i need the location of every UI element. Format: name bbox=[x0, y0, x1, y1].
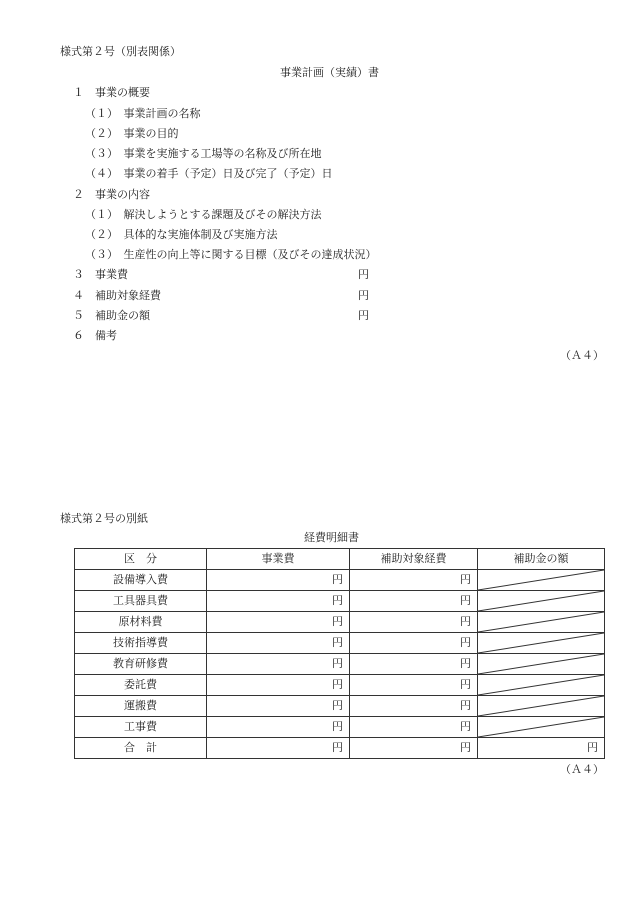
header-category: 区 分 bbox=[75, 549, 207, 570]
project-cost-cell: 円 bbox=[207, 591, 350, 612]
subsidy-cell-na bbox=[478, 633, 605, 654]
document-title: 事業計画（実績）書 bbox=[280, 66, 379, 79]
outline-item: ６ 備考 bbox=[73, 329, 117, 342]
form-label: 様式第２号（別表関係） bbox=[60, 45, 181, 58]
eligible-cost-cell: 円 bbox=[350, 696, 478, 717]
category-cell: 工事費 bbox=[75, 717, 207, 738]
category-cell: 運搬費 bbox=[75, 696, 207, 717]
total-label-cell: 合 計 bbox=[75, 738, 207, 759]
subsidy-cell-na bbox=[478, 717, 605, 738]
table-row bbox=[75, 570, 605, 591]
outline-item: ４ 補助対象経費 bbox=[73, 289, 161, 302]
project-cost-cell: 円 bbox=[207, 570, 350, 591]
project-cost-cell: 円 bbox=[207, 633, 350, 654]
form-label: 様式第２号の別紙 bbox=[60, 512, 148, 525]
table-row bbox=[75, 696, 605, 717]
category-cell: 技術指導費 bbox=[75, 633, 207, 654]
table-total-row bbox=[75, 738, 605, 759]
eligible-cost-cell: 円 bbox=[350, 612, 478, 633]
yen-unit: 円 bbox=[358, 268, 369, 281]
yen-unit: 円 bbox=[358, 309, 369, 322]
eligible-cost-cell: 円 bbox=[350, 675, 478, 696]
category-cell: 教育研修費 bbox=[75, 654, 207, 675]
eligible-cost-cell: 円 bbox=[350, 633, 478, 654]
subsidy-cell-na bbox=[478, 675, 605, 696]
outline-item: （３） 事業を実施する工場等の名称及び所在地 bbox=[85, 147, 322, 160]
table-row bbox=[75, 654, 605, 675]
expense-table bbox=[74, 548, 605, 759]
outline-item: （１） 解決しようとする課題及びその解決方法 bbox=[85, 208, 322, 221]
outline-item: （２） 具体的な実施体制及び実施方法 bbox=[85, 228, 278, 241]
project-cost-cell: 円 bbox=[207, 738, 350, 759]
table-row bbox=[75, 591, 605, 612]
outline-item: （３） 生産性の向上等に関する目標（及びその達成状況） bbox=[85, 248, 377, 261]
table-row bbox=[75, 612, 605, 633]
subsidy-amount-cell: 円 bbox=[478, 738, 605, 759]
outline-item: （４） 事業の着手（予定）日及び完了（予定）日 bbox=[85, 167, 333, 180]
subsidy-cell-na bbox=[478, 612, 605, 633]
table-row bbox=[75, 717, 605, 738]
project-cost-cell: 円 bbox=[207, 654, 350, 675]
project-cost-cell: 円 bbox=[207, 612, 350, 633]
category-cell: 委託費 bbox=[75, 675, 207, 696]
subsidy-cell-na bbox=[478, 696, 605, 717]
header-subsidy-amount: 補助金の額 bbox=[478, 549, 605, 570]
eligible-cost-cell: 円 bbox=[350, 654, 478, 675]
eligible-cost-cell: 円 bbox=[350, 591, 478, 612]
outline-item: （１） 事業計画の名称 bbox=[85, 107, 201, 120]
eligible-cost-cell: 円 bbox=[350, 738, 478, 759]
subsidy-cell-na bbox=[478, 591, 605, 612]
table-row bbox=[75, 675, 605, 696]
category-cell: 原材料費 bbox=[75, 612, 207, 633]
eligible-cost-cell: 円 bbox=[350, 717, 478, 738]
outline-item: １ 事業の概要 bbox=[73, 86, 150, 99]
header-project-cost: 事業費 bbox=[207, 549, 350, 570]
project-cost-cell: 円 bbox=[207, 696, 350, 717]
outline-item: ２ 事業の内容 bbox=[73, 188, 150, 201]
outline-item: （２） 事業の目的 bbox=[85, 127, 179, 140]
subsidy-cell-na bbox=[478, 570, 605, 591]
table-header-row bbox=[75, 549, 605, 570]
yen-unit: 円 bbox=[358, 289, 369, 302]
outline-item: ３ 事業費 bbox=[73, 268, 128, 281]
project-cost-cell: 円 bbox=[207, 675, 350, 696]
category-cell: 工具器具費 bbox=[75, 591, 207, 612]
project-cost-cell: 円 bbox=[207, 717, 350, 738]
table-row bbox=[75, 633, 605, 654]
outline-item: ５ 補助金の額 bbox=[73, 309, 150, 322]
paper-size-note: （Ａ４） bbox=[560, 349, 604, 362]
paper-size-note: （Ａ４） bbox=[560, 763, 604, 776]
table-title: 経費明細書 bbox=[304, 531, 359, 544]
eligible-cost-cell: 円 bbox=[350, 570, 478, 591]
category-cell: 設備導入費 bbox=[75, 570, 207, 591]
header-eligible-cost: 補助対象経費 bbox=[350, 549, 478, 570]
subsidy-cell-na bbox=[478, 654, 605, 675]
